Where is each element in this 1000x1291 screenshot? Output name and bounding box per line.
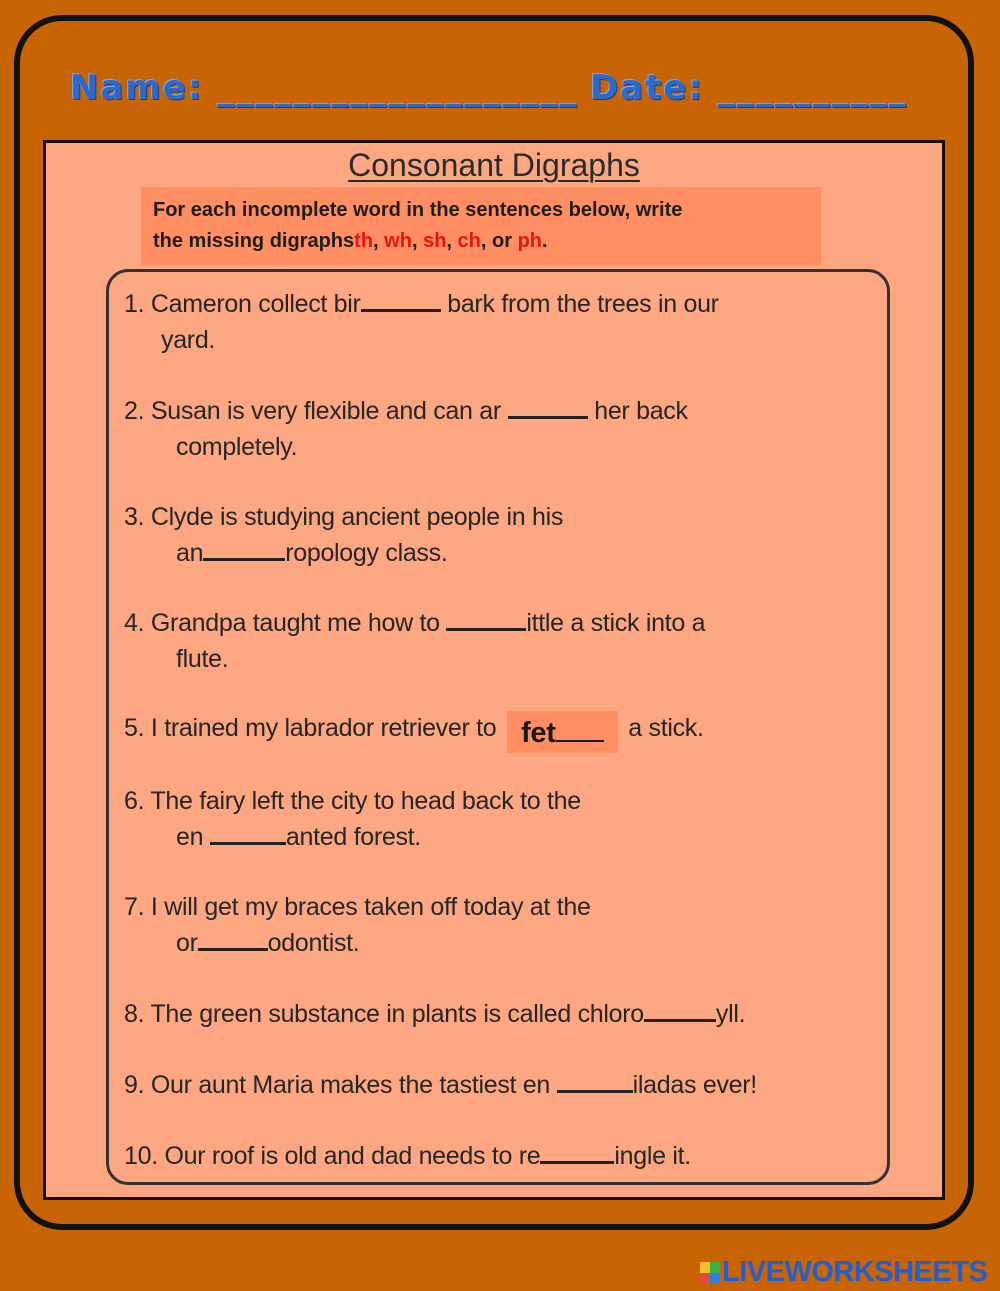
question-text: Clyde is studying ancient people in his bbox=[150, 503, 564, 531]
separator-comma: , bbox=[411, 230, 424, 252]
instructions-line1: For each incomplete word in the sentences below, write bbox=[153, 199, 683, 221]
answer-blank-1[interactable] bbox=[361, 287, 441, 312]
question-text: Grandpa taught me how to bbox=[150, 609, 447, 637]
answer-blank-3[interactable] bbox=[203, 536, 285, 561]
digraph-wh: wh bbox=[384, 230, 412, 252]
date-field-label[interactable]: Date: __________ bbox=[590, 68, 908, 108]
question-number: 3. bbox=[124, 503, 145, 531]
question-number: 2. bbox=[124, 397, 145, 425]
question-text: ittle a stick into a bbox=[526, 609, 706, 637]
question-number: 10. bbox=[124, 1142, 158, 1170]
name-date-header bbox=[70, 68, 950, 118]
answer-blank-2[interactable] bbox=[508, 394, 588, 419]
answer-input-5[interactable] bbox=[507, 711, 618, 753]
digraph-th: th bbox=[354, 230, 374, 252]
instructions-line2-prefix: the missing digraphs bbox=[153, 230, 355, 252]
question-text-line2 bbox=[124, 535, 884, 571]
question-1 bbox=[124, 286, 884, 358]
answer-blank-6[interactable] bbox=[210, 820, 286, 845]
answer-text: fet bbox=[521, 717, 556, 749]
question-text: a stick. bbox=[621, 714, 704, 742]
question-text: Our roof is old and dad needs to re bbox=[164, 1142, 541, 1170]
question-text-line2 bbox=[124, 819, 884, 855]
answer-underline bbox=[556, 718, 604, 742]
answer-blank-7[interactable] bbox=[198, 926, 268, 951]
question-text: anted forest. bbox=[285, 823, 421, 851]
answer-blank-10[interactable] bbox=[540, 1139, 614, 1164]
separator-or: , or bbox=[480, 230, 518, 252]
question-number: 4. bbox=[124, 609, 145, 637]
question-text: ingle it. bbox=[614, 1142, 691, 1170]
question-text: Cameron collect bir bbox=[150, 290, 361, 318]
question-text: ropology class. bbox=[285, 539, 448, 567]
question-text-line2 bbox=[124, 925, 884, 961]
worksheet-title: Consonant Digraphs bbox=[348, 147, 640, 183]
question-10 bbox=[124, 1138, 884, 1174]
question-text: Susan is very flexible and can ar bbox=[150, 397, 508, 425]
question-3 bbox=[124, 499, 884, 571]
logo-text: LIVEWORKSHEETS bbox=[722, 1256, 988, 1288]
worksheet-paper bbox=[43, 140, 945, 1200]
question-text: I trained my labrador retriever to bbox=[150, 714, 504, 742]
separator-comma: , bbox=[373, 230, 385, 252]
question-text: her back bbox=[587, 397, 688, 425]
question-number: 9. bbox=[124, 1071, 145, 1099]
question-number: 5. bbox=[124, 714, 145, 742]
question-text: bark from the trees in our bbox=[440, 290, 719, 318]
question-8 bbox=[124, 996, 884, 1032]
question-text-line2: yard. bbox=[161, 326, 216, 354]
question-number: 1. bbox=[124, 290, 145, 318]
digraph-sh: sh bbox=[423, 230, 447, 252]
question-text: Our aunt Maria makes the tastiest en bbox=[150, 1071, 557, 1099]
question-text: or bbox=[176, 929, 198, 957]
question-text-line2: completely. bbox=[176, 433, 298, 461]
question-text: The fairy left the city to head back to the bbox=[150, 787, 581, 815]
digraph-ph: ph bbox=[517, 230, 542, 252]
question-7 bbox=[124, 889, 884, 961]
question-text: I will get my braces taken off today at the bbox=[150, 893, 591, 921]
answer-blank-8[interactable] bbox=[644, 997, 716, 1022]
instructions-end: . bbox=[542, 230, 548, 252]
question-4 bbox=[124, 605, 884, 677]
liveworksheets-logo[interactable] bbox=[700, 1258, 987, 1286]
questions-box bbox=[106, 269, 890, 1185]
question-2 bbox=[124, 393, 884, 465]
question-text: The green substance in plants is called chloro bbox=[150, 1000, 644, 1028]
question-text: yll. bbox=[715, 1000, 746, 1028]
separator-comma: , bbox=[446, 230, 458, 252]
question-9 bbox=[124, 1067, 884, 1103]
liveworksheets-logo-icon bbox=[700, 1262, 720, 1284]
question-6 bbox=[124, 783, 884, 855]
digraph-ch: ch bbox=[457, 230, 481, 252]
question-text: en bbox=[176, 823, 210, 851]
question-text: an bbox=[176, 539, 204, 567]
answer-blank-4[interactable] bbox=[446, 606, 526, 631]
answer-blank-9[interactable] bbox=[557, 1068, 633, 1093]
question-5 bbox=[124, 710, 884, 753]
question-text: iladas ever! bbox=[632, 1071, 757, 1099]
name-field-label[interactable]: Name: ___________________ bbox=[70, 68, 579, 108]
question-number: 8. bbox=[124, 1000, 145, 1028]
question-number: 7. bbox=[124, 893, 145, 921]
question-number: 6. bbox=[124, 787, 145, 815]
instructions-box bbox=[141, 187, 821, 265]
question-text-line2: flute. bbox=[176, 645, 229, 673]
question-text: odontist. bbox=[267, 929, 360, 957]
